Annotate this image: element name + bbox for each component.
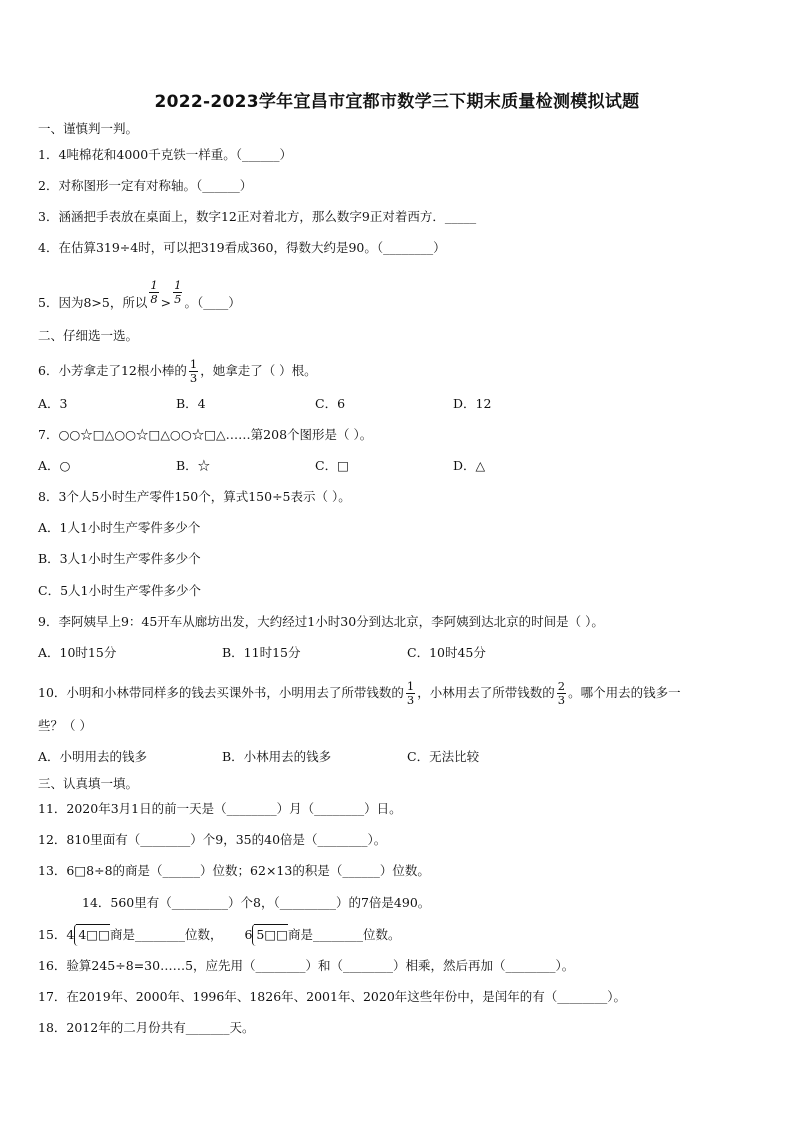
q9-option-b: B．11时15分	[222, 645, 301, 660]
q6-option-a: A．3	[38, 396, 68, 411]
q9-option-c: C．10时45分	[407, 645, 486, 660]
q9-option-a: A．10时15分	[38, 645, 117, 660]
fraction-numerator: 1	[189, 357, 198, 371]
section-1-heading: 一、谨慎判一判。	[38, 121, 139, 136]
q7-option-b: B．☆	[176, 458, 211, 473]
question-10-line-2: 些？（ ）	[38, 718, 92, 733]
question-4: 4．在估算319÷4时，可以把319看成360，得数大约是90。（________）	[38, 240, 446, 255]
question-18: 18．2012年的二月份共有_______天。	[38, 1020, 255, 1035]
question-12: 12．810里面有（________）个9，35的40倍是（________）。	[38, 832, 387, 847]
question-5	[38, 278, 241, 312]
divisor-1: 4	[66, 927, 75, 942]
question-14: 14．560里有（_________）个8，（_________）的7倍是490。	[82, 895, 431, 910]
fraction-denominator: 3	[189, 371, 198, 385]
fraction-1-3	[406, 680, 415, 707]
section-3-heading: 三、认真填一填。	[38, 776, 139, 791]
fraction-numerator: 1	[174, 278, 182, 292]
greater-than-sign: >	[160, 295, 172, 310]
question-10-middle: ，小林用去了所带钱数的	[417, 685, 555, 700]
q7-option-c: C．□	[315, 458, 349, 473]
question-6	[38, 358, 317, 385]
fraction-numerator: 1	[150, 278, 158, 292]
fraction-denominator: 3	[557, 693, 566, 707]
question-5-prefix: 5．因为8>5，所以	[38, 295, 148, 310]
q7-option-a: A．○	[38, 458, 71, 473]
long-division-bracket-1	[74, 926, 110, 944]
question-3: 3．涵涵把手表放在桌面上，数字12正对着北方，那么数字9正对着西方．_____	[38, 209, 477, 224]
question-17: 17．在2019年、2000年、1996年、1826年、2001年、2020年这些年份中，是闰年的有（________）。	[38, 989, 627, 1004]
divisor-2: 6	[244, 927, 253, 942]
q10-option-c: C．无法比较	[407, 749, 480, 764]
fraction-1-5	[173, 279, 182, 306]
q7-option-d: D．△	[453, 458, 486, 473]
q8-option-b: B．3人1小时生产零件多少个	[38, 551, 201, 566]
question-13: 13．6□8÷8的商是（______）位数；62×13的积是（______）位数。	[38, 863, 430, 878]
question-15-part-1: 商是________位数，	[109, 927, 223, 942]
question-5-suffix: 。（____）	[184, 295, 241, 310]
question-7: 7．○○☆□△○○☆□△○○☆□△……第208个图形是（ ）。	[38, 427, 373, 442]
question-10-prefix: 10．小明和小林带同样多的钱去买课外书，小明用去了所带钱数的	[38, 685, 404, 700]
long-division-bracket-2	[252, 926, 288, 944]
question-6-suffix: ，她拿走了（ ）根。	[200, 363, 317, 378]
q8-option-a: A．1人1小时生产零件多少个	[38, 520, 201, 535]
fraction-1-8	[149, 279, 158, 306]
dividend-2: 5□□	[256, 927, 288, 942]
fraction-1-3	[189, 358, 198, 385]
question-9: 9．李阿姨早上9：45开车从廊坊出发，大约经过1小时30分到达北京，李阿姨到达北京的时间是（ ）。	[38, 614, 604, 629]
fraction-denominator: 3	[406, 693, 415, 707]
fraction-denominator: 8	[150, 292, 158, 306]
fraction-denominator: 5	[174, 292, 182, 306]
question-8: 8．3个人5小时生产零件150个，算式150÷5表示（ ）。	[38, 489, 351, 504]
page-title: 2022-2023学年宜昌市宜都市数学三下期末质量检测模拟试题	[154, 92, 640, 112]
question-2: 2．对称图形一定有对称轴。（______）	[38, 178, 253, 193]
question-15-number: 15．	[38, 927, 67, 942]
q6-option-b: B．4	[176, 396, 206, 411]
q10-option-a: A．小明用去的钱多	[38, 749, 148, 764]
fraction-numerator: 2	[557, 679, 566, 693]
question-6-prefix: 6．小芳拿走了12根小棒的	[38, 363, 187, 378]
question-1: 1．4吨棉花和4000千克铁一样重。（______）	[38, 147, 292, 162]
question-15	[38, 926, 401, 944]
question-16: 16．验算245÷8=30……5，应先用（________）和（________）相乘，然后再加（________）。	[38, 958, 575, 973]
question-11: 11．2020年3月1日的前一天是（________）月（________）日。	[38, 801, 402, 816]
question-15-part-2: 商是________位数。	[287, 927, 401, 942]
dividend-1: 4□□	[78, 927, 110, 942]
q6-option-c: C．6	[315, 396, 346, 411]
question-10-suffix: 。哪个用去的钱多一	[568, 685, 681, 700]
fraction-numerator: 1	[406, 679, 415, 693]
question-10	[38, 680, 681, 707]
fraction-2-3	[557, 680, 566, 707]
section-2-heading: 二、仔细选一选。	[38, 328, 139, 343]
q6-option-d: D．12	[453, 396, 492, 411]
q8-option-c: C．5人1小时生产零件多少个	[38, 583, 201, 598]
q10-option-b: B．小林用去的钱多	[222, 749, 332, 764]
